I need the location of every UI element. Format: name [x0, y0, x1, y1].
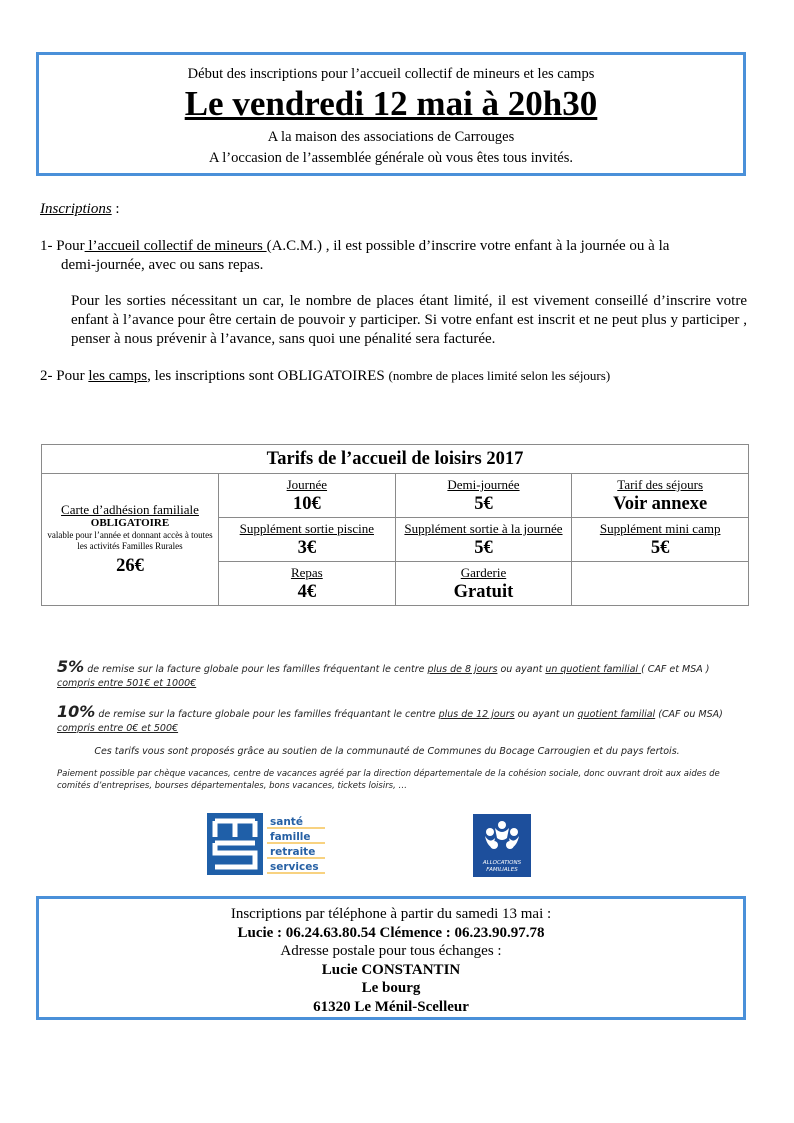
contact-name: Lucie CONSTANTIN — [321, 961, 461, 978]
inscriptions-heading — [40, 200, 120, 219]
tarif-cell-garderie — [395, 562, 572, 606]
paiement-note: Paiement possible par chèque vacances, centre de vacances agréé par la direction départementale de la cohésion sociale, donc ouvrant droit aux aides de comités d’entreprises, bourses départementales, bons vacances, tickets loisirs, … — [57, 769, 720, 791]
carte-obligatoire: OBLIGATOIRE — [90, 517, 170, 529]
tarifs-table — [41, 444, 749, 606]
tarif-label: Supplément mini camp — [599, 521, 721, 536]
remise-10-quotient: quotient familial — [577, 709, 656, 720]
tarif-value: 4€ — [297, 582, 317, 602]
table-row — [42, 474, 749, 518]
item2-text: , les inscriptions sont OBLIGATOIRES — [147, 368, 389, 384]
contact-street: Le bourg — [361, 980, 421, 996]
remise-10-jours: plus de 12 jours — [438, 709, 515, 720]
remise-5-percent: 5% — [57, 657, 85, 676]
tarif-label: Tarif des séjours — [617, 477, 704, 492]
tarif-value: 5€ — [474, 494, 493, 514]
tarif-cell-journee — [219, 474, 396, 518]
remise-5-range: compris entre 501€ et 1000€ — [57, 678, 197, 689]
remise-5-text: de remise sur la facture globale pour les familles fréquentant le centre — [84, 664, 428, 675]
tarif-cell-demi-journee — [395, 474, 572, 518]
remise-10-paragraph — [57, 702, 737, 736]
tarif-cell-mini-camp — [572, 518, 749, 562]
tarif-label: Supplément sortie à la journée — [404, 521, 563, 536]
announcement-date: Le vendredi 12 mai à 20h30 — [184, 84, 598, 123]
remise-5-caf: ( CAF et MSA ) — [641, 664, 710, 675]
tarif-cell-sejours — [572, 474, 749, 518]
item2-camps-link: les camps — [88, 368, 148, 384]
remise-5-quotient: un quotient familial — [545, 664, 642, 675]
msa-line: santé — [270, 816, 303, 828]
tarif-label: Garderie — [460, 565, 507, 580]
tarif-value: Gratuit — [453, 582, 514, 602]
announcement-intro: Début des inscriptions pour l’accueil collectif de mineurs et les camps — [187, 66, 595, 82]
contact-city: 61320 Le Ménil-Scelleur — [313, 998, 469, 1015]
contact-intro: Inscriptions par téléphone à partir du samedi 13 mai : — [230, 906, 552, 922]
remise-5-paragraph — [57, 657, 737, 691]
tarifs-title-row — [42, 445, 749, 474]
tarifs-title: Tarifs de l’accueil de loisirs 2017 — [42, 445, 749, 474]
inscription-item-camps — [40, 366, 750, 386]
inscriptions-title: Inscriptions — [40, 201, 112, 217]
sorties-paragraph: Pour les sorties nécessitant un car, le nombre de places étant limité, il est vivement conseillé d’inscrire votre enfant à l’avance pour être certain de pouvoir y participer. Si votre enfant est inscrit et ne peut plus y participer , penser à nous prévenir à l’avance, sans quoi une pénalité sera facturée. — [71, 293, 747, 347]
tarif-value: 5€ — [650, 538, 670, 558]
tarif-value: 5€ — [474, 538, 493, 558]
carte-note: valable pour l’année et donnant accès à toutes les activités Familles Rurales — [47, 530, 213, 551]
announcement-box — [36, 52, 746, 176]
caf-logo — [473, 814, 531, 877]
tarif-value: 10€ — [292, 494, 321, 514]
item1-acm-link: l’accueil collectif de mineurs — [84, 238, 267, 254]
caf-caption: ALLOCATIONS — [482, 860, 522, 866]
msa-line: retraite — [270, 846, 316, 858]
item2-prefix: 2- Pour — [40, 368, 89, 384]
remise-10-range: compris entre 0€ et 500€ — [57, 723, 179, 734]
item1-text: (A.C.M.) , il est possible d’inscrire votre enfant à la journée ou à la — [266, 238, 670, 254]
tarif-cell-repas — [219, 562, 396, 606]
item2-note: (nombre de places limité selon les séjours) — [388, 368, 611, 383]
contact-phones: Lucie : 06.24.63.80.54 Clémence : 06.23.90.97.78 — [237, 924, 545, 941]
tarif-value: 3€ — [297, 538, 317, 558]
announcement-occasion: A l’occasion de l’assemblée générale où vous êtes tous invités. — [208, 150, 573, 166]
contact-address-intro: Adresse postale pour tous échanges : — [280, 943, 502, 959]
item1-prefix: 1- Pour — [40, 238, 85, 254]
tarif-label: Journée — [286, 477, 328, 492]
announcement-location: A la maison des associations de Carrouges — [267, 129, 515, 145]
remise-10-percent: 10% — [57, 702, 96, 721]
tarif-cell-piscine — [219, 518, 396, 562]
soutien-note: Ces tarifs vous sont proposés grâce au soutien de la communauté de Communes du Bocage Carrougien et du pays fertois. — [94, 746, 680, 757]
remise-5-jours: plus de 8 jours — [427, 664, 498, 675]
carte-label: Carte d’adhésion familiale — [61, 502, 199, 517]
msa-line: famille — [270, 831, 311, 843]
tarif-label: Supplément sortie piscine — [239, 521, 374, 536]
msa-line: services — [270, 861, 319, 873]
tarif-cell-empty — [572, 562, 749, 606]
remise-10-caf: (CAF ou MSA) — [655, 709, 723, 720]
carte-adhesion-cell — [42, 474, 219, 606]
tarif-label: Demi-journée — [447, 477, 520, 492]
item1-continuation: demi-journée, avec ou sans repas. — [61, 257, 264, 273]
tarif-cell-sortie-journee — [395, 518, 572, 562]
tarif-value: Voir annexe — [613, 494, 708, 514]
caf-caption: FAMILIALES — [486, 867, 518, 873]
remise-5-text-2: ou ayant — [497, 664, 546, 675]
carte-price: 26€ — [116, 556, 144, 576]
inscription-item-acm — [40, 237, 750, 275]
msa-logo — [207, 813, 325, 875]
remise-10-text-2: ou ayant un — [514, 709, 578, 720]
remise-10-text: de remise sur la facture globale pour les familles fréquantant le centre — [95, 709, 439, 720]
contact-box — [36, 896, 746, 1020]
inscriptions-title-suffix: : — [111, 201, 120, 217]
tarif-label: Repas — [290, 565, 323, 580]
